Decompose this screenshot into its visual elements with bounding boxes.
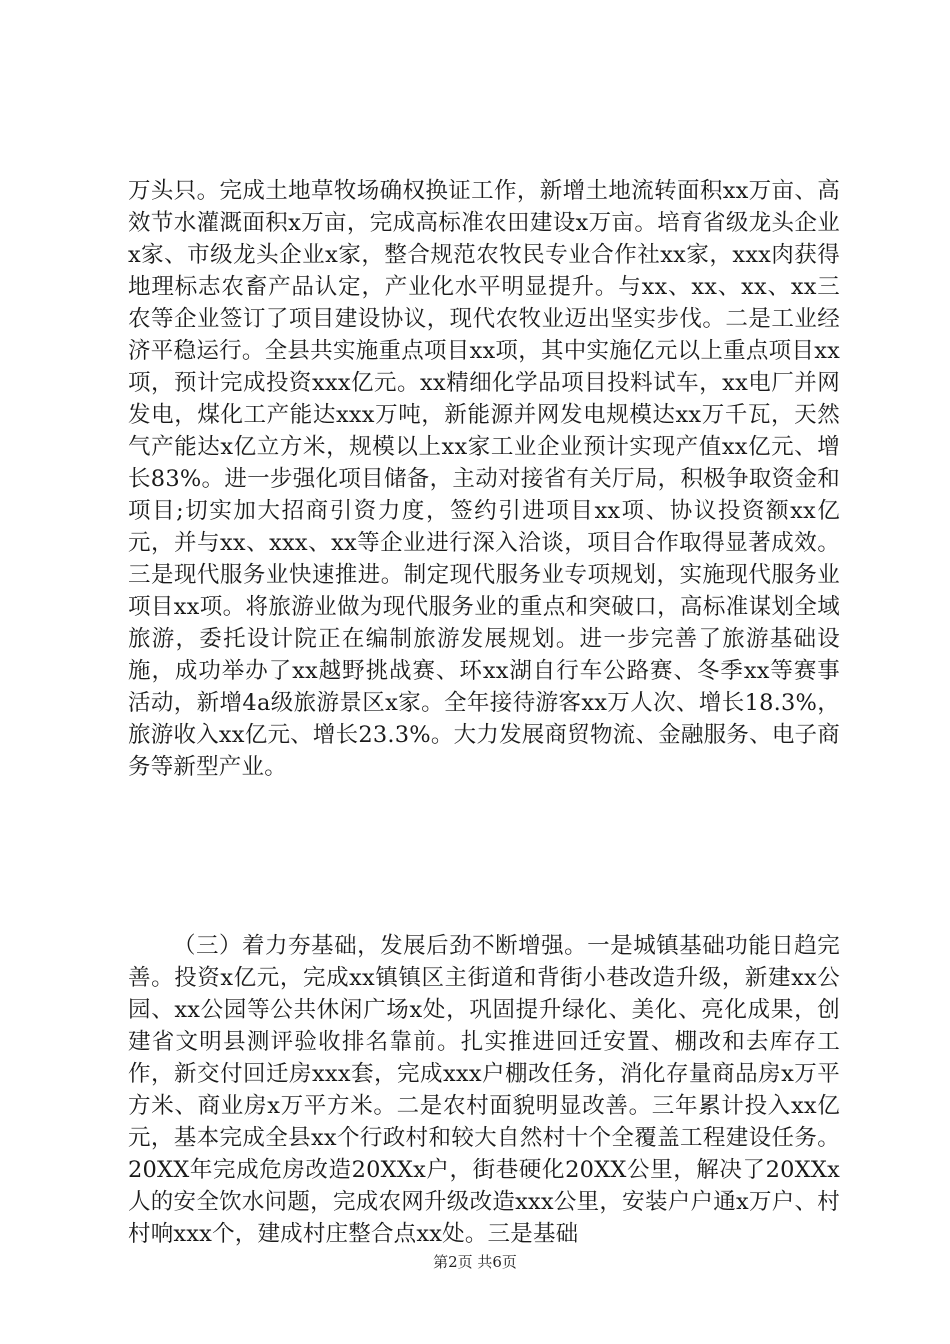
body-paragraph: （三）着力夯基础，发展后劲不断增强。一是城镇基础功能日趋完善。投资x亿元，完成xx镇镇区主街道和背街小巷改造升级，新建xx公园、xx公园等公共休闲广场x处，巩固提升绿化、美化、亮化成果，创建省文明县测评验收排名靠前。扎实推进回迁安置、棚改和去库存工作，新交付回迁房xxx套，完成xxx户棚改任务，消化存量商品房x万平方米、商业房x万平方米。二是农村面貌明显改善。三年累计投入xx亿元，基本完成全县xx个行政村和较大自然村十个全覆盖工程建设任务。20XX年完成危房改造20XXx户，街巷硬化20XX公里，解决了20XXx人的安全饮水问题，完成农网升级改造xxx公里，安装户户通x万户、村村响xxx个，建成村庄整合点xx处。三是基础 xyxy=(128,933,840,1247)
body-paragraph: 万头只。完成土地草牧场确权换证工作，新增土地流转面积xx万亩、高效节水灌溉面积x万亩，完成高标准农田建设x万亩。培育省级龙头企业x家、市级龙头企业x家，整合规范农牧民专业合作社xx家，xxx肉获得地理标志农畜产品认定，产业化水平明显提升。与xx、xx、xx、xx三农等企业签订了项目建设协议，现代农牧业迈出坚实步伐。二是工业经济平稳运行。全县共实施重点项目xx项，其中实施亿元以上重点项目xx项，预计完成投资xxx亿元。xx精细化学品项目投料试车，xx电厂并网发电，煤化工产能达xxx万吨，新能源并网发电规模达xx万千瓦，天然气产能达x亿立方米，规模以上xx家工业企业预计实现产值xx亿元、增长83%。进一步强化项目储备，主动对接省有关厅局，积极争取资金和项目;切实加大招商引资力度，签约引进项目xx项、协议投资额xx亿元，并与xx、xxx、xx等企业进行深入洽谈，项目合作取得显著成效。三是现代服务业快速推进。制定现代服务业专项规划，实施现代服务业项目xx项。将旅游业做为现代服务业的重点和突破口，高标准谋划全域旅游，委托设计院正在编制旅游发展规划。进一步完善了旅游基础设施，成功举办了xx越野挑战赛、环xx湖自行车公路赛、冬季xx等赛事活动，新增4a级旅游景区x家。全年接待游客xx万人次、增长18.3%，旅游收入xx亿元、增长23.3%。大力发展商贸物流、金融服务、电子商务等新型产业。 xyxy=(128,178,840,780)
page-footer: 第2页 共6页 xyxy=(433,1253,517,1271)
